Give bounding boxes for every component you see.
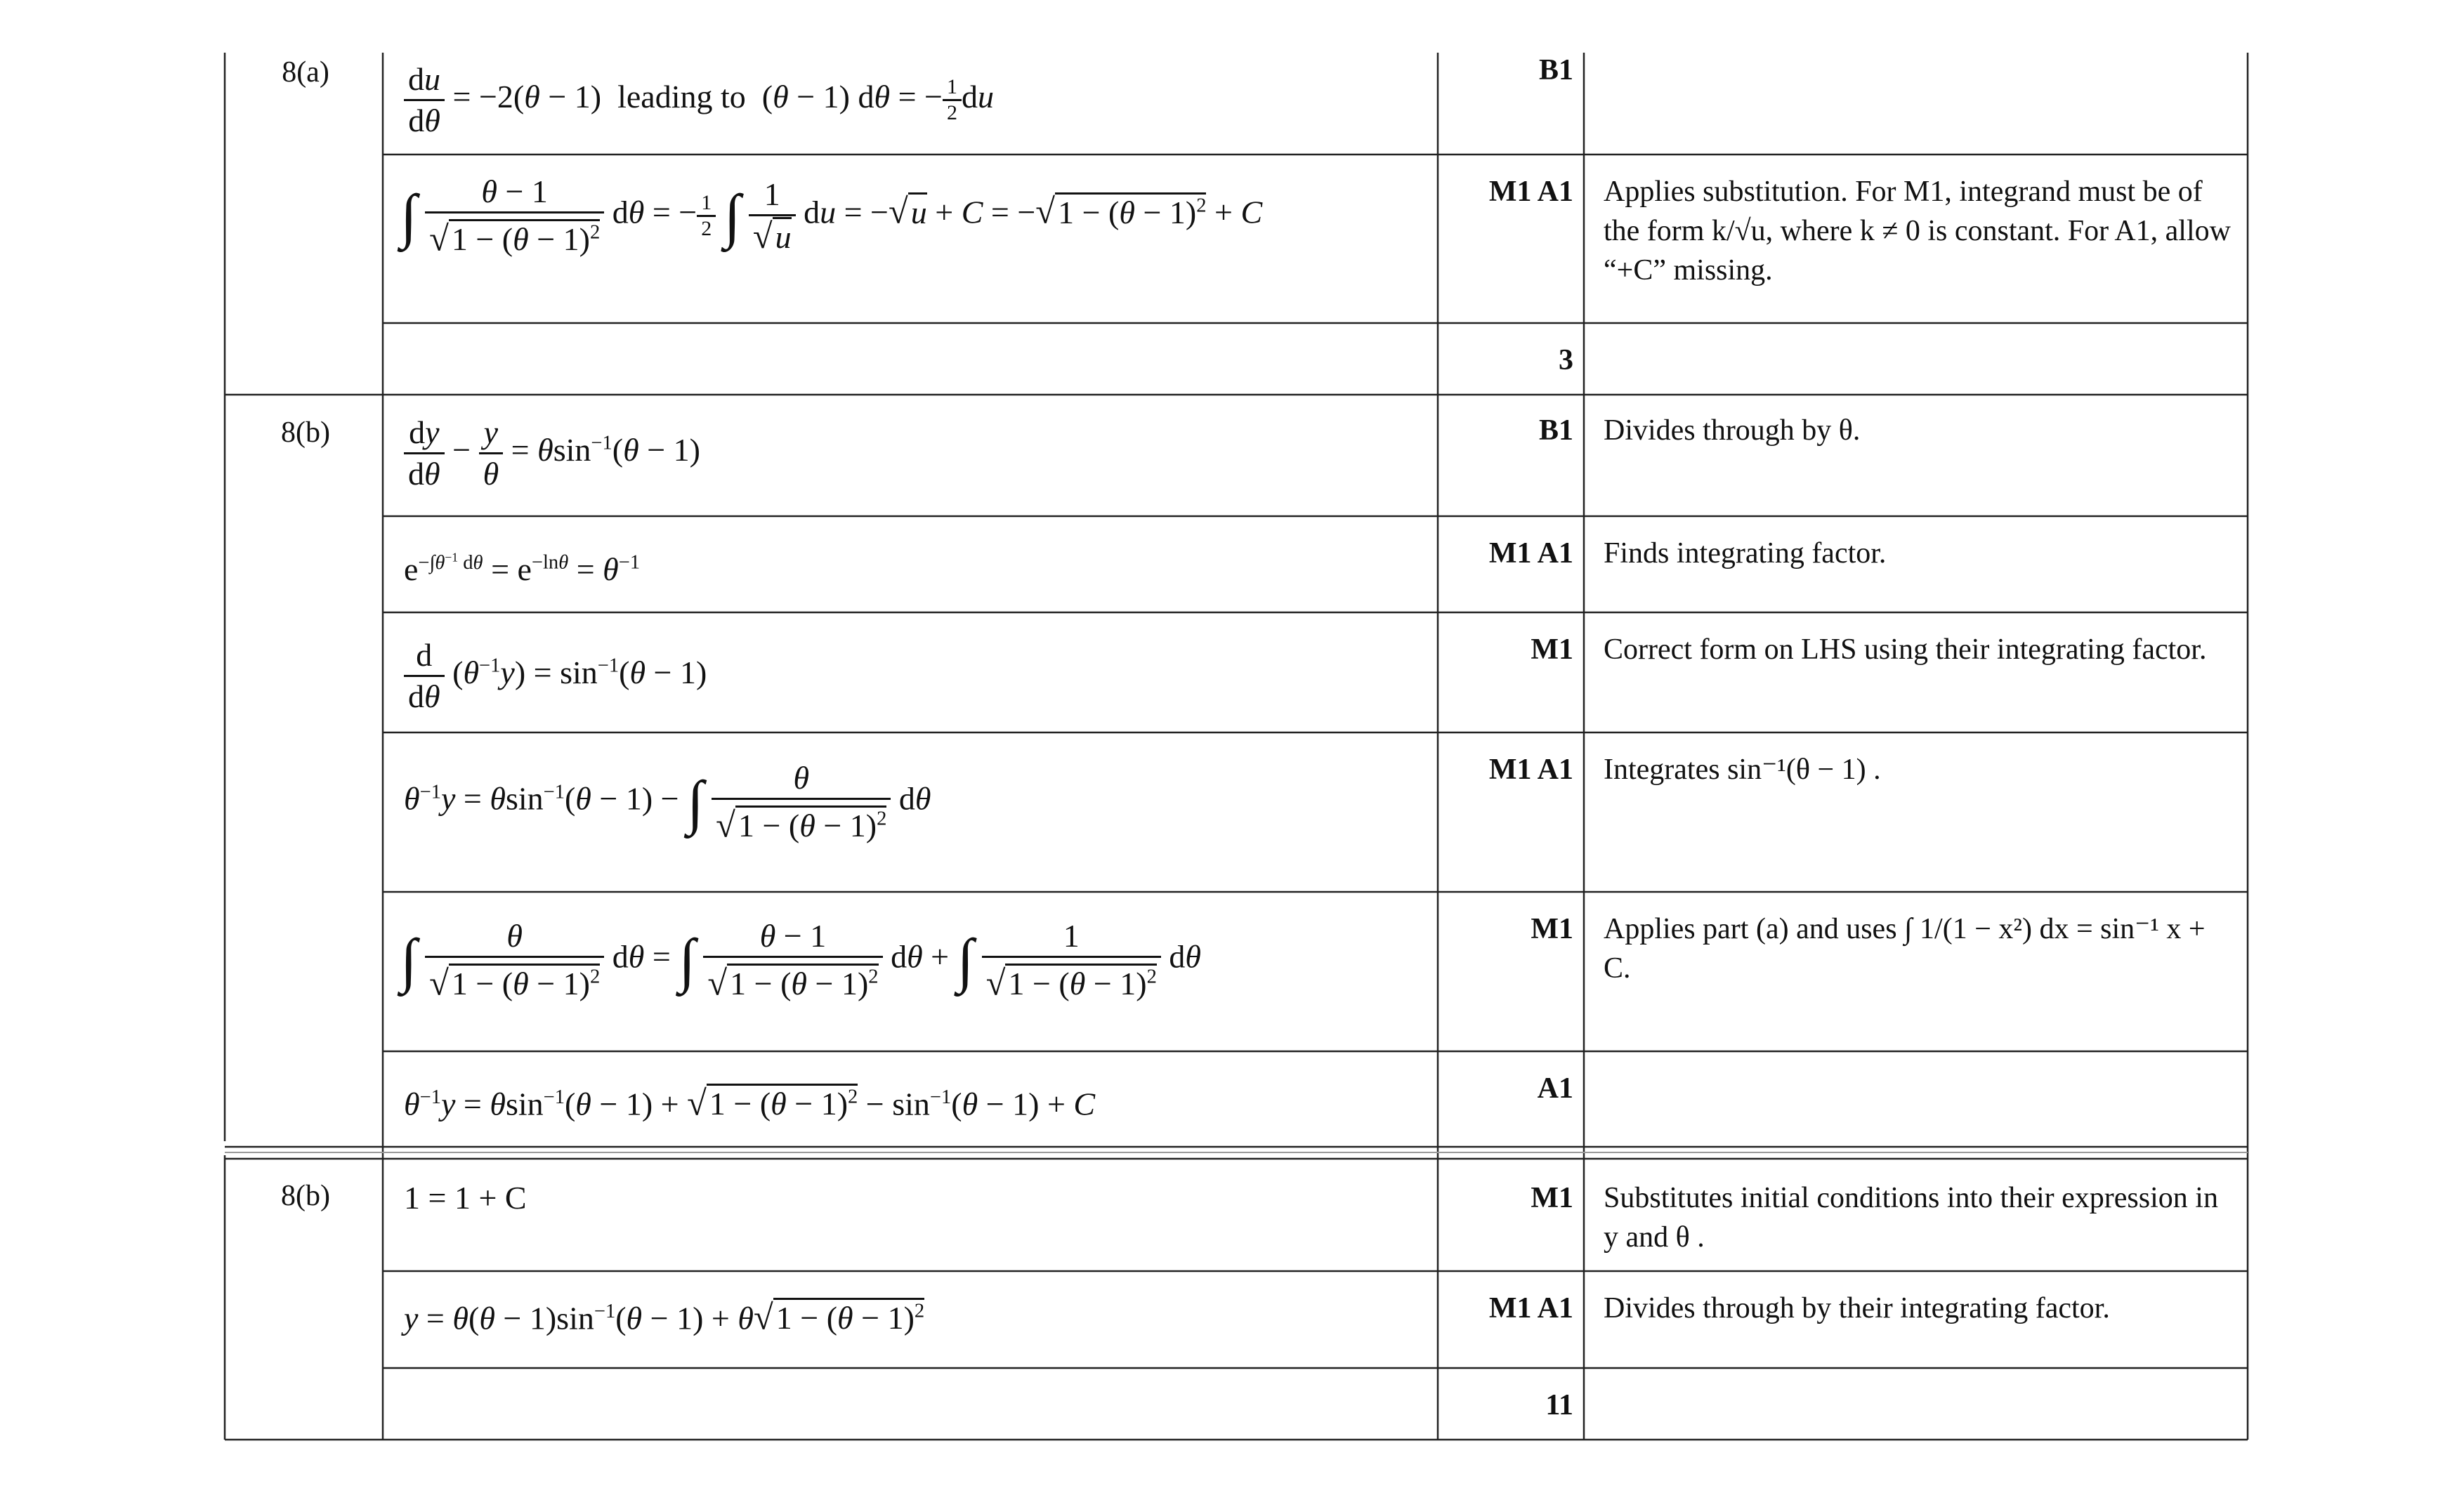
answer-8b-split-integral: ∫ $\frac{\theta}{√1 - (\theta - 1)^2}$ dθ = ∫ $\frac{\theta - 1}{√1 - (\theta - 1)^2}$ dθ + ∫ $\frac{1}{√1 - (\theta - 1)^2}$ dθ [400, 918, 1201, 1003]
answer-8b-general-solution: $\theta^{-1}y = \theta\sin^{-1}(\theta - 1) + √1 - (\theta - 1)^2 - \sin^{-1}(\theta - 1) + C$ [404, 1083, 1096, 1123]
guidance-note: Divides through by their integrating factor. [1604, 1292, 2110, 1324]
answer-8b-integrating-factor: $e^{-\int\theta^{-1} d\theta} = e^{-ln\theta} = \theta^{-1}$ [404, 550, 641, 587]
question-number: 8(b) [281, 1180, 330, 1212]
guidance-note: Applies substitution. For M1, integrand must be of the form k/√u, where k ≠ 0 is constant. For A1, allow “+C” missing. [1604, 176, 2231, 287]
mark-label: M1 A1 [1488, 537, 1573, 570]
answer-8b-by-parts: $\theta^{-1}y = \theta\sin^{-1}(\theta - 1)$ − ∫ $\frac{\theta}{√1 - (\theta - 1)^2}$ dθ [404, 760, 931, 845]
mark-total: 11 [1545, 1389, 1573, 1421]
guidance-note: Applies part (a) and uses ∫ 1/(1 − x²) dx = sin⁻¹ x + C. [1604, 913, 2206, 985]
guidance-note: Correct form on LHS using their integrating factor. [1604, 633, 2207, 666]
answer-8b-constant: 1 = 1 + C [404, 1180, 527, 1216]
mark-label: M1 A1 [1488, 1292, 1573, 1324]
answer-8b-particular-solution: $y = \theta(\theta - 1)\sin^{-1}(\theta - 1) + \theta√1 - (\theta - 1)^2$ [404, 1297, 925, 1337]
mark-total: 3 [1559, 344, 1573, 376]
mark-label: M1 A1 [1488, 176, 1573, 208]
question-number: 8(a) [282, 56, 329, 88]
mark-label: A1 [1537, 1072, 1573, 1105]
leading-to-text: leading to [617, 79, 746, 115]
mark-label: B1 [1538, 54, 1573, 86]
answer-8b-lhs-form: $\frac{d}{d\theta}$ $(\theta^{-1}y) = \sin^{-1}(\theta - 1)$ [404, 636, 707, 716]
guidance-note: Divides through by θ. [1604, 414, 1861, 447]
answer-8a-integral: ∫ $\frac{\theta - 1}{√1 - (\theta - 1)^2}$ dθ = − $\frac{1}{2}$ ∫ $\frac{1}{√u}$ du = $-√u + C = -√1 - (\theta - 1)^2 + C$ [400, 173, 1263, 258]
guidance-note: Integrates sin⁻¹(θ − 1) . [1604, 754, 1881, 786]
answer-8a-derivative: $\frac{du}{d\theta}$ = −2(θ − 1) leading to (θ − 1) dθ = − $\frac{1}{2}$ du [404, 60, 994, 140]
mark-label: M1 [1531, 633, 1573, 666]
mark-label: M1 A1 [1488, 754, 1573, 786]
mark-label: M1 [1531, 913, 1573, 945]
guidance-note: Finds integrating factor. [1604, 537, 1887, 570]
answer-8b-equation: $\frac{dy}{d\theta}$ − $\frac{y}{\theta}$ = θsin$^{-1}$(θ − 1) [404, 413, 700, 494]
mark-label: B1 [1538, 414, 1573, 447]
guidance-note: Substitutes initial conditions into their expression in y and θ . [1604, 1182, 2218, 1254]
mark-label: M1 [1531, 1182, 1573, 1214]
question-number: 8(b) [281, 416, 330, 449]
